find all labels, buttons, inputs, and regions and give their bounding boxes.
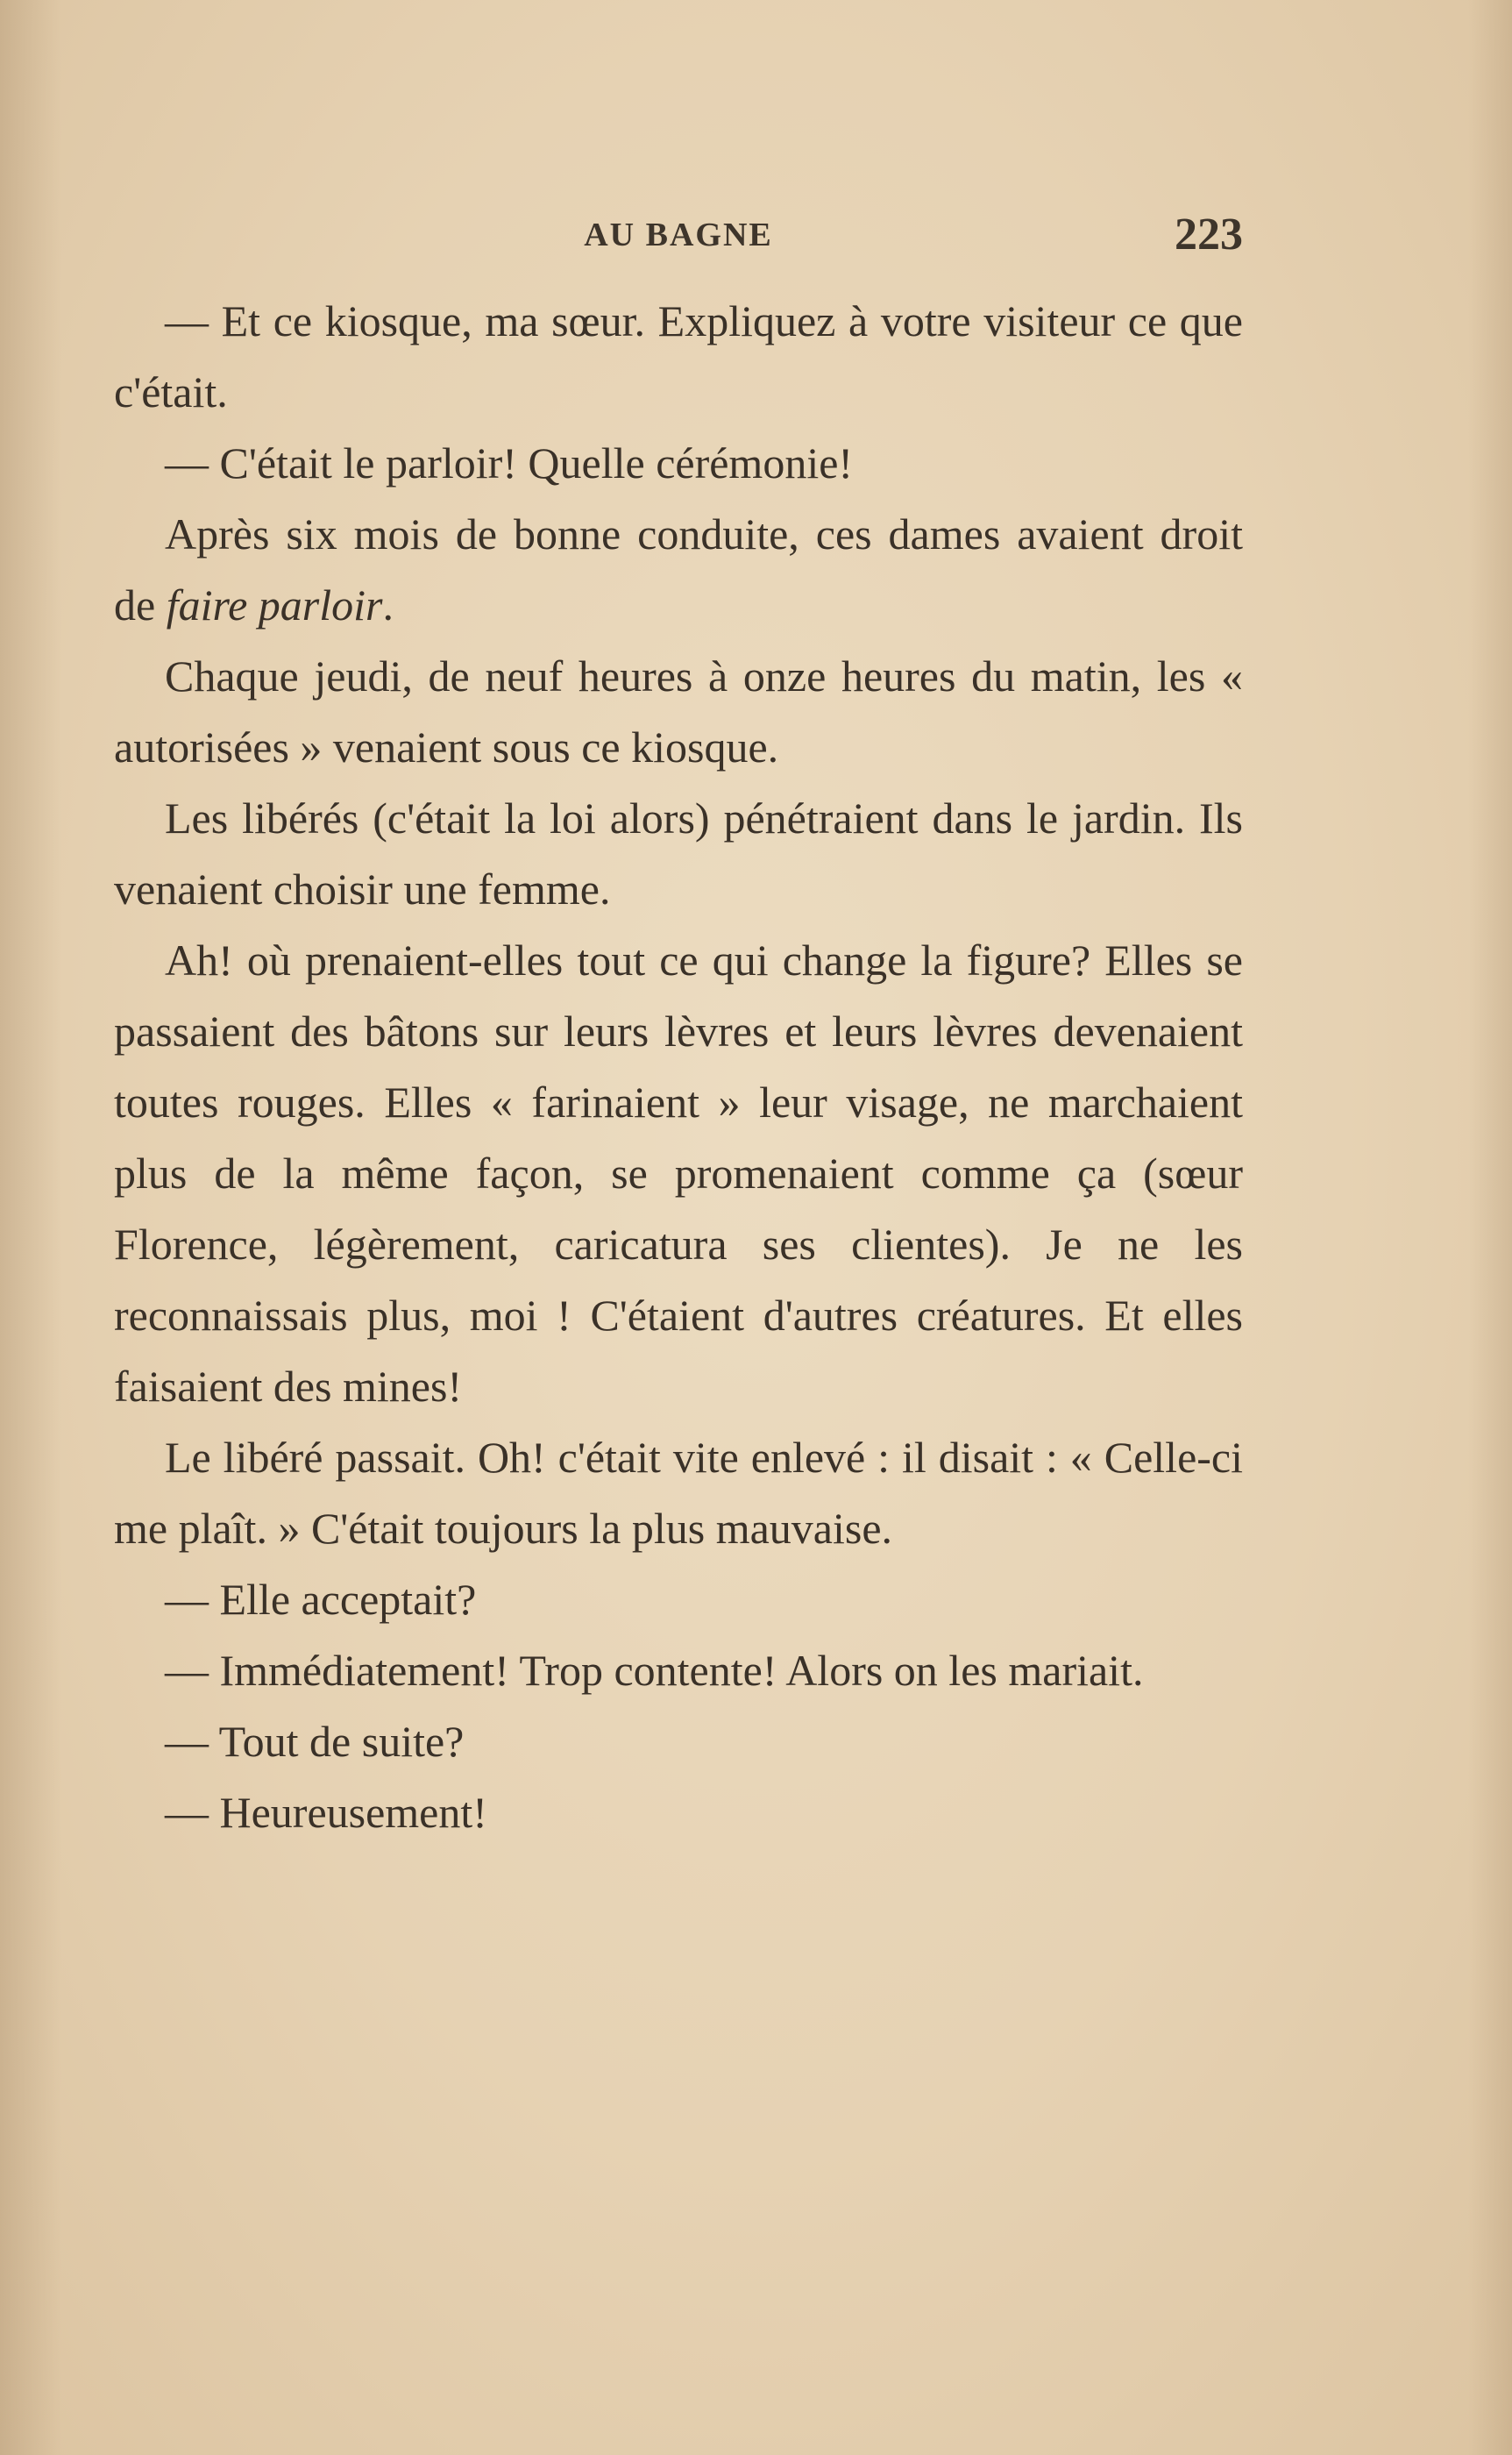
paragraph: — Tout de suite?: [165, 1717, 465, 1766]
paragraph: — C'était le parloir! Quelle cérémonie!: [165, 438, 854, 487]
paragraph: — Elle acceptait?: [165, 1575, 477, 1624]
italic-phrase: faire parloir: [166, 580, 383, 630]
paragraph: [114, 499, 1243, 641]
running-head: AU BAGNE: [584, 217, 773, 253]
paragraph: Le libéré passait. Oh! c'était vite enlevé : il disait : « Celle-ci me plaît. » C'était toujours la plus mauvaise.: [114, 1433, 1243, 1553]
paragraph: Chaque jeudi, de neuf heures à onze heures du matin, les « autorisées » venaient sous ce kiosque.: [114, 651, 1243, 772]
body-text: [114, 286, 1243, 1848]
paragraph-text: .: [382, 580, 394, 630]
paragraph: Ah! où prenaient-elles tout ce qui change la figure? Elles se passaient des bâtons sur leurs lèvres et leurs lèvres devenaient toutes rouges. Elles « farinaient » leur visage, ne marchaient plus de la même façon, se promenaient comme ça (sœur Florence, légèrement, caricatura ses clientes). Je ne les reconnaissais plus, moi ! C'étaient d'autres créatures. Et elles faisaient des mines!: [114, 936, 1243, 1411]
paragraph: — Et ce kiosque, ma sœur. Expliquez à votre visiteur ce que c'était.: [114, 296, 1243, 416]
paragraph: Les libérés (c'était la loi alors) pénétraient dans le jardin. Ils venaient choisir une femme.: [114, 793, 1243, 914]
paragraph-text: Après six mois de bonne conduite, ces dames avaient droit de: [114, 509, 1243, 630]
page-number: 223: [1175, 210, 1243, 260]
paragraph: — Heureusement!: [165, 1788, 487, 1837]
paragraph: — Immédiatement! Trop contente! Alors on les mariait.: [165, 1646, 1144, 1695]
page-header: [114, 210, 1243, 268]
